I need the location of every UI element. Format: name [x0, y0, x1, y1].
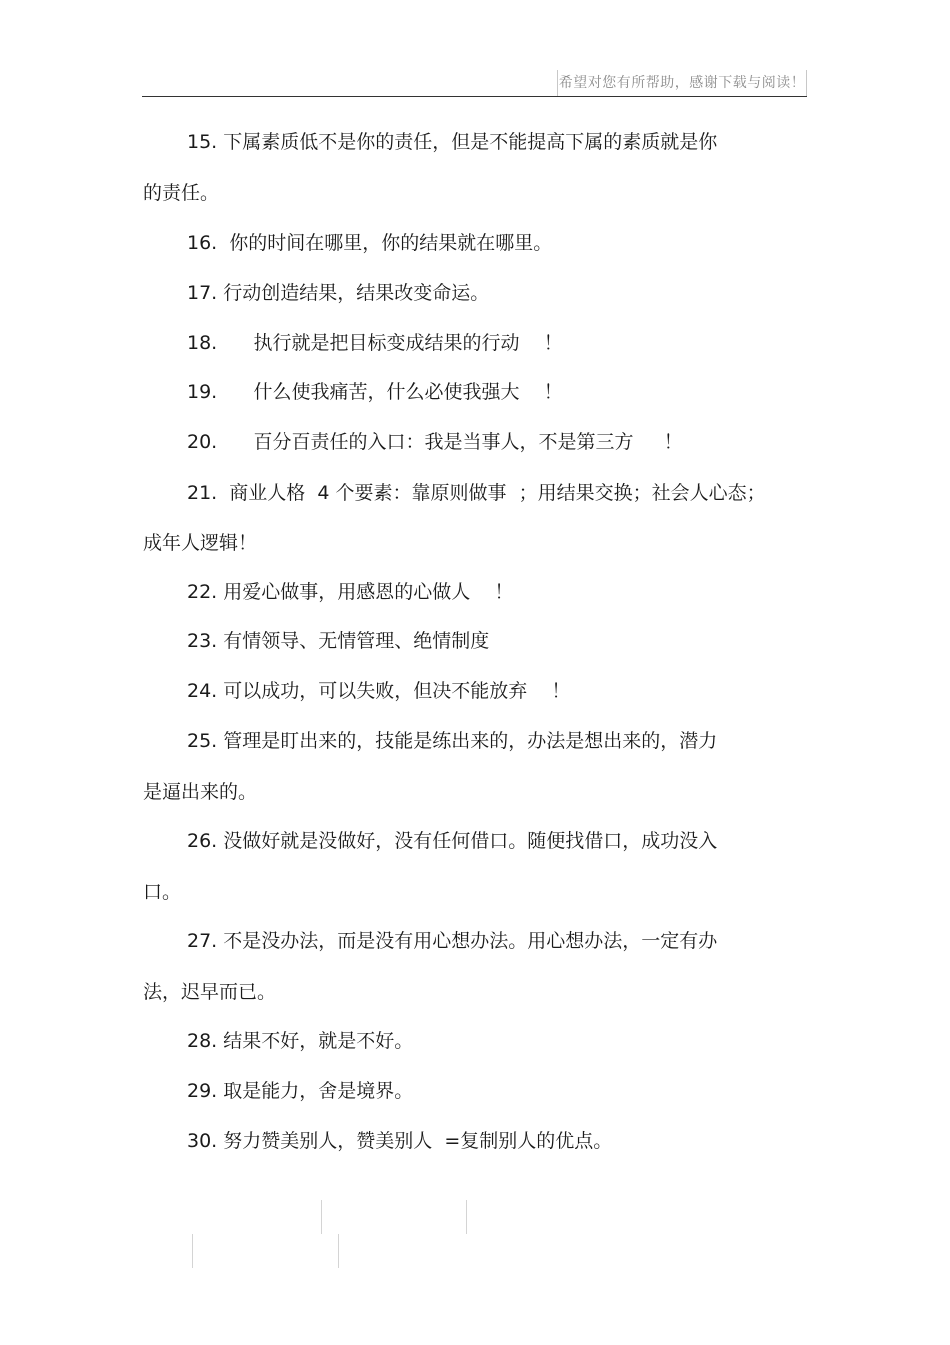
stray-vertical-line — [192, 1234, 193, 1268]
text-line-15-cont: 的责任。 — [143, 182, 220, 204]
text-line-26-cont: 口。 — [143, 881, 182, 903]
text-line-25: 25. 管理是盯出来的，技能是练出来的，办法是想出来的，潜力 — [187, 730, 718, 752]
stray-vertical-line — [338, 1234, 339, 1268]
text-line-26: 26. 没做好就是没做好，没有任何借口。随便找借口，成功没入 — [187, 830, 718, 852]
text-line-25-cont: 是逼出来的。 — [143, 781, 258, 803]
stray-vertical-line — [321, 1200, 322, 1234]
text-line-17: 17. 行动创造结果，结果改变命运。 — [187, 282, 490, 304]
text-line-29: 29. 取是能力，舍是境界。 — [187, 1080, 414, 1102]
text-line-27: 27. 不是没办法，而是没有用心想办法。用心想办法，一定有办 — [187, 930, 718, 952]
text-line-18: 18. 执行就是把目标变成结果的行动 ！ — [187, 332, 563, 354]
text-line-16: 16. 你的时间在哪里，你的结果就在哪里。 — [187, 232, 553, 254]
text-line-28: 28. 结果不好，就是不好。 — [187, 1030, 414, 1052]
text-line-21: 21. 商业人格 4 个要素：靠原则做事 ；用结果交换；社会人心态； — [187, 482, 766, 504]
text-line-15: 15. 下属素质低不是你的责任，但是不能提高下属的素质就是你 — [187, 131, 718, 153]
text-line-22: 22. 用爱心做事，用感恩的心做人 ！ — [187, 581, 514, 603]
text-line-27-cont: 法，迟早而已。 — [143, 981, 277, 1003]
text-line-21-cont: 成年人逻辑！ — [143, 532, 258, 554]
stray-vertical-line — [466, 1200, 467, 1234]
text-line-23: 23. 有情领导、无情管理、绝情制度 — [187, 630, 490, 652]
text-line-30: 30. 努力赞美别人，赞美别人 =复制别人的优点。 — [187, 1130, 613, 1152]
header-divider — [142, 96, 807, 97]
text-line-20: 20. 百分百责任的入口：我是当事人，不是第三方 ！ — [187, 431, 683, 453]
page-header-note: 希望对您有所帮助，感谢下载与阅读！ — [557, 70, 807, 96]
text-line-24: 24. 可以成功，可以失败，但决不能放弃 ！ — [187, 680, 571, 702]
text-line-19: 19. 什么使我痛苦，什么必使我强大 ！ — [187, 381, 563, 403]
